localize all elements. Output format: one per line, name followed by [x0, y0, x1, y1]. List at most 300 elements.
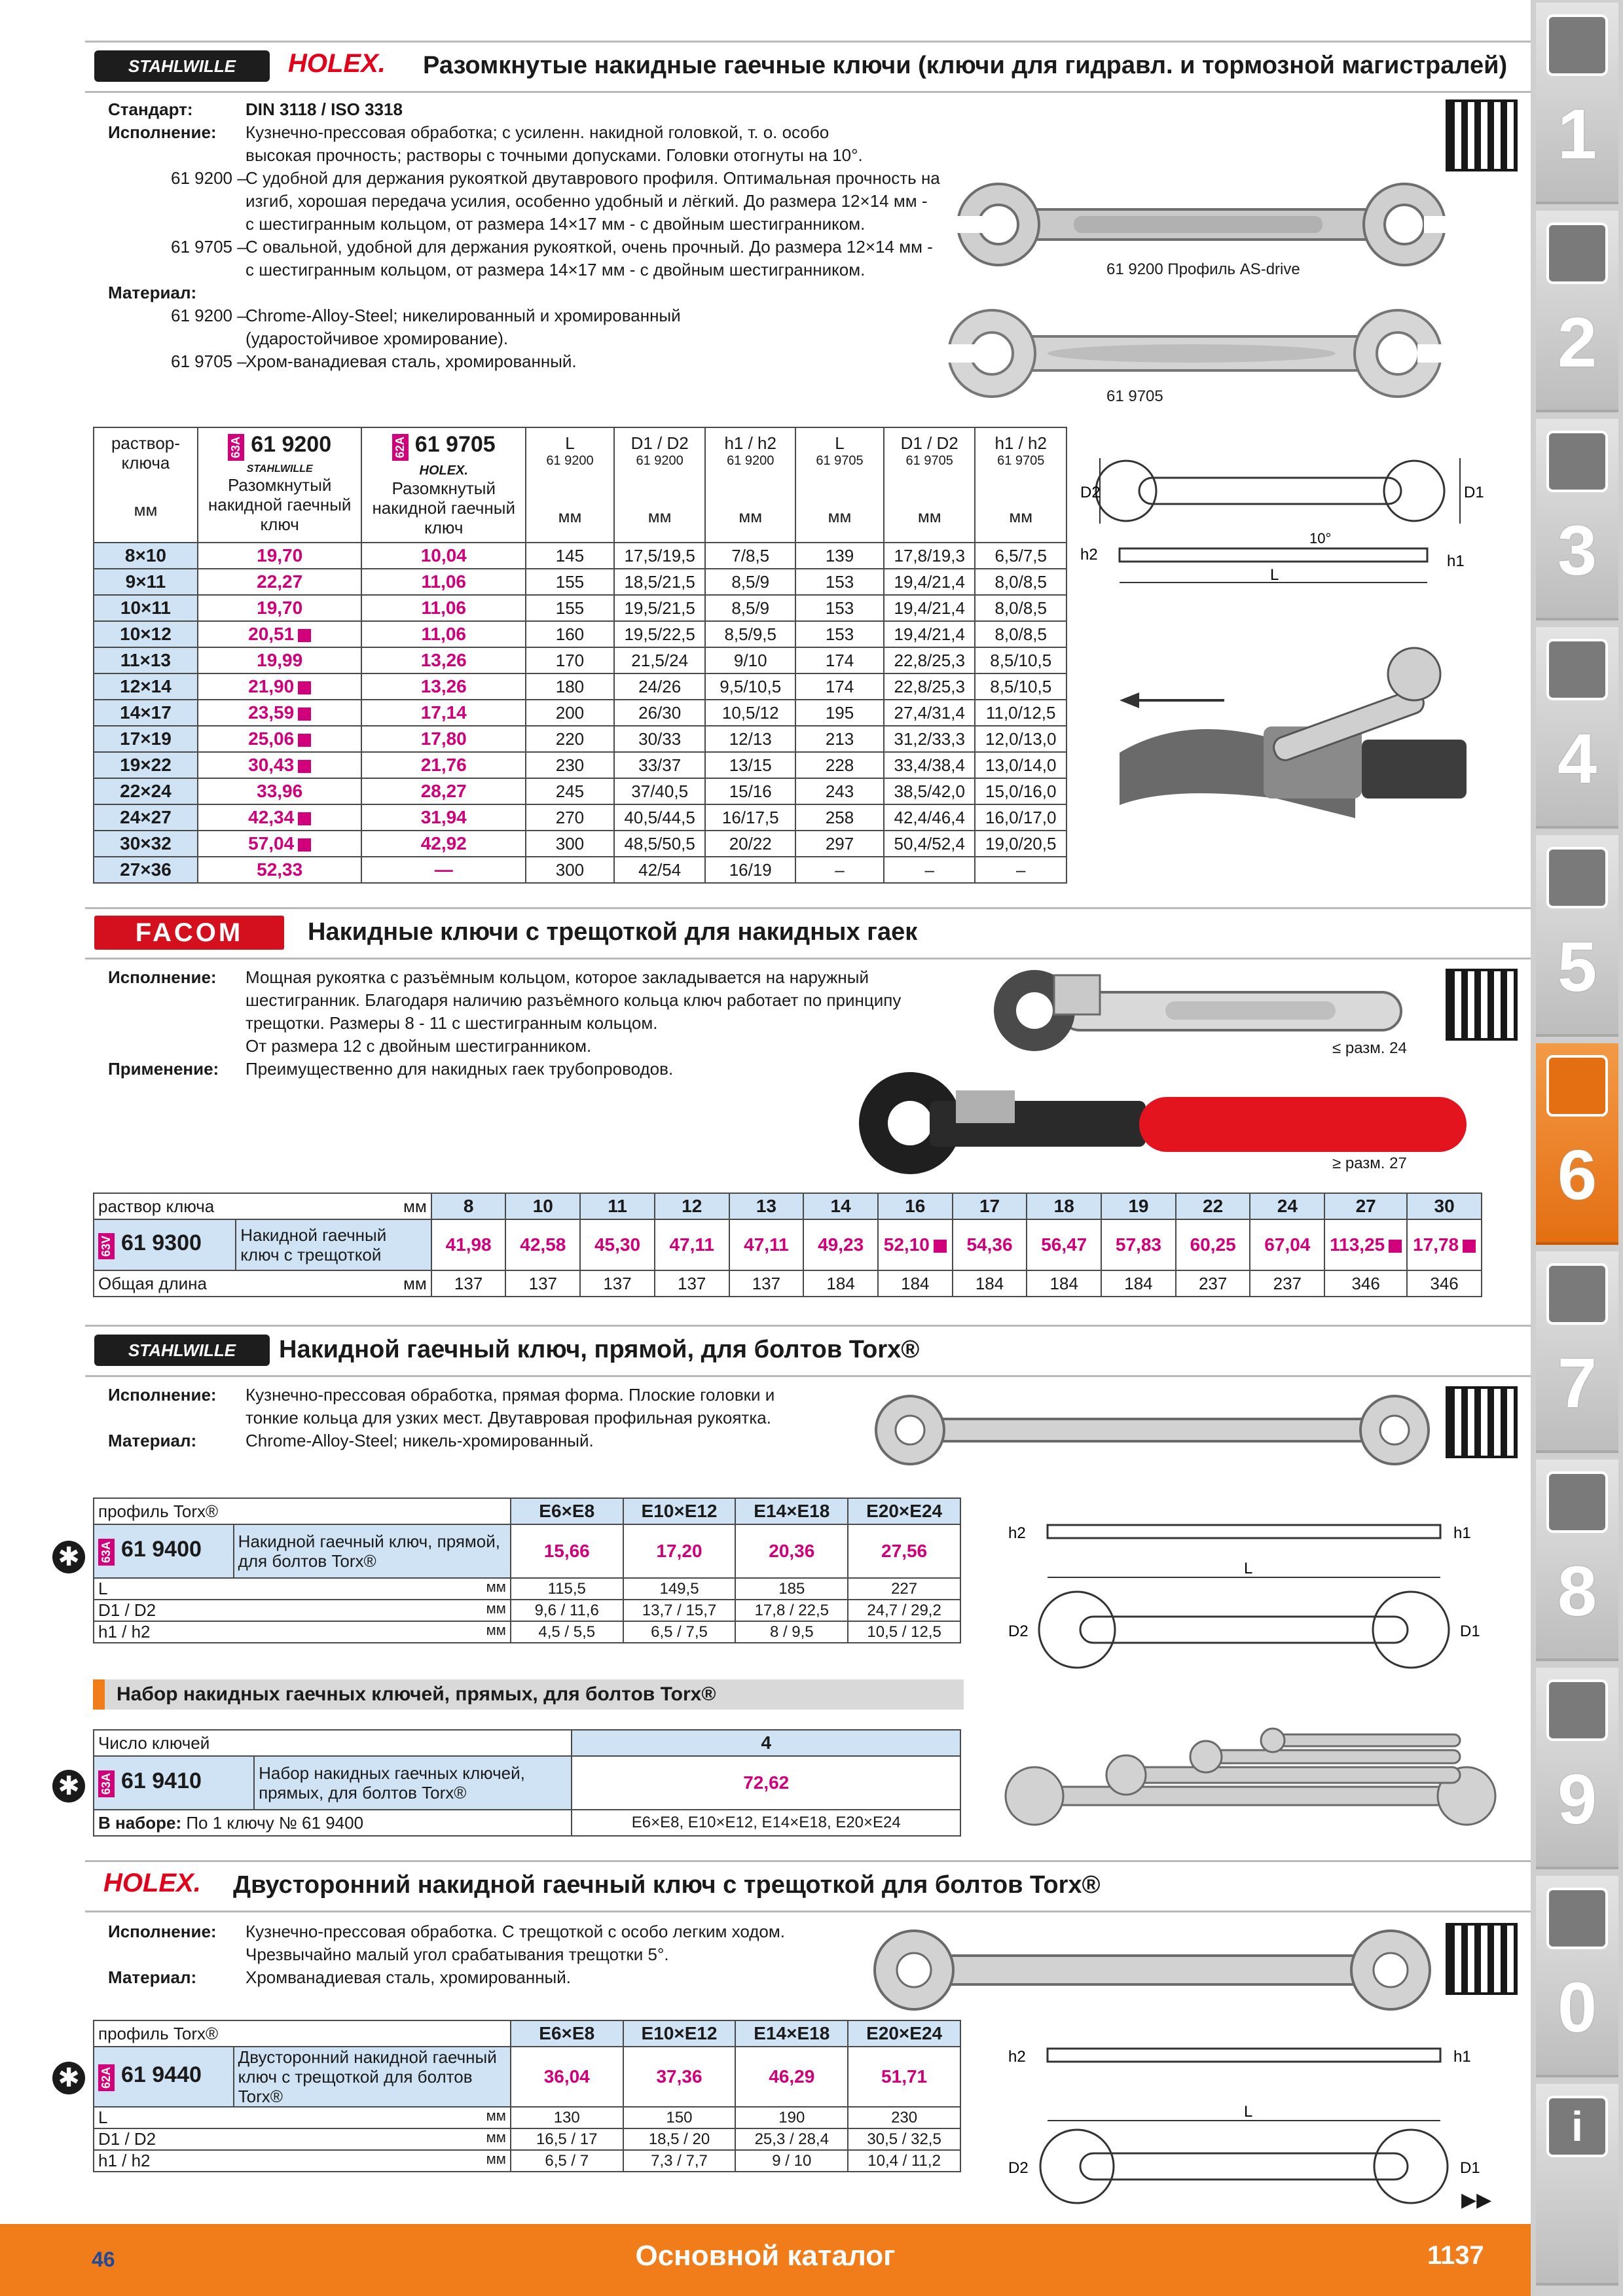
length-cell: 137: [580, 1270, 655, 1297]
table-row: [94, 2128, 960, 2150]
spec-text: Чрезвычайно малый угол срабатывания трещотки 5°.: [246, 1945, 669, 1964]
section-title: Двусторонний накидной гаечный ключ с трещоткой для болтов Torx®: [233, 1871, 1101, 1899]
d2-label: D2: [1080, 484, 1101, 501]
stahlwille-logo: STAHLWILLE: [94, 50, 270, 82]
dimension-cell: 31,2/33,3: [884, 726, 976, 752]
saw-blade-icon: [1546, 847, 1608, 908]
dimension-cell: 153: [795, 569, 884, 595]
chapter-tab-1[interactable]: [1536, 3, 1618, 204]
price-cell-619705: 10,04: [361, 543, 526, 569]
torx-size-cell: E6×E8: [511, 1498, 623, 1524]
torx-size-cell: E10×E12: [623, 1498, 736, 1524]
dimension-cell: –: [795, 857, 884, 883]
price-value: 54,36: [966, 1234, 1013, 1255]
flare-nut-price-table: [93, 427, 1067, 884]
ratchet-flare-price-table: [93, 1193, 1482, 1297]
spec-label: Материал:: [108, 1431, 197, 1450]
article-number: 61 9705: [414, 432, 496, 457]
price-cell-619705: 11,06: [361, 569, 526, 595]
chapter-tab-3[interactable]: [1536, 419, 1618, 620]
price-cell: [803, 1219, 878, 1270]
dimension-cell: 220: [526, 726, 614, 752]
table-row: [94, 2020, 960, 2047]
article-number: 61 9200: [251, 432, 332, 457]
price-value: 42,34: [248, 807, 295, 827]
size-label: раствор ключа: [98, 1196, 215, 1216]
price-cell: [655, 1219, 729, 1270]
size-cell: 10×11: [94, 595, 198, 621]
chapter-tab-2[interactable]: [1536, 211, 1618, 412]
set-subheader: Набор накидных гаечных ключей, прямых, для болтов Torx®: [93, 1679, 964, 1710]
dimension-column-header: [884, 427, 976, 543]
price-cell: [1101, 1219, 1176, 1270]
article-cell: [94, 1524, 234, 1578]
dimension-cell: 30/33: [614, 726, 706, 752]
spec-text: трещотки. Размеры 8 - 11 с шестигранным кольцом.: [246, 1013, 658, 1033]
section-title: Накидной гаечный ключ, прямой, для болтов Torx®: [279, 1336, 920, 1363]
dimension-header: D1 / D2: [630, 433, 689, 453]
price-cell: [505, 1219, 580, 1270]
section-header-flare-nut: [85, 41, 1531, 93]
torx-size-cell: E10×E12: [623, 2020, 736, 2047]
price-value: 52,10: [883, 1234, 930, 1255]
dimension-cell: 37/40,5: [614, 778, 706, 804]
price-group-tag: 63A: [98, 1770, 115, 1797]
size-cell: 11: [580, 1193, 655, 1219]
price-value: 41,98: [445, 1234, 492, 1255]
spec-line: [108, 327, 959, 350]
dimension-cell: 153: [795, 621, 884, 647]
dimension-diagram-torx: [1008, 1499, 1506, 1689]
price-value: 33,96: [257, 781, 303, 801]
spec-line: [108, 966, 959, 989]
price-cell-619705: 17,14: [361, 700, 526, 726]
angle-label: 10°: [1309, 530, 1332, 547]
price-cell-619705: 17,80: [361, 726, 526, 752]
unit-label: мм: [486, 2129, 506, 2145]
image-caption: ≥ разм. 27: [1332, 1155, 1407, 1172]
dimension-article: 61 9705: [997, 454, 1045, 468]
price-cell-619200: [198, 595, 362, 621]
spec-text: Хромванадиевая сталь, хромированный.: [246, 1967, 571, 1987]
table-row: [94, 569, 1067, 595]
dimension-cell: 7,3 / 7,7: [623, 2150, 736, 2172]
qr-code: [1446, 1386, 1518, 1458]
dimension-cell: 8,0/8,5: [975, 595, 1067, 621]
dimension-cell: 174: [795, 647, 884, 673]
size-cell: 22×24: [94, 778, 198, 804]
spec-line: [108, 98, 959, 121]
size-cell: 8: [431, 1193, 506, 1219]
footer-catalog-title: Основной каталог: [635, 2240, 896, 2272]
dimension-label: L: [98, 2108, 108, 2127]
availability-square-icon: [934, 1240, 947, 1253]
price-cell-619200: [198, 621, 362, 647]
dimension-article: 61 9200: [727, 454, 775, 468]
h2-label: h2: [1080, 546, 1098, 564]
unit-label: мм: [486, 1600, 506, 1617]
price-group-tag: 63V: [98, 1233, 115, 1259]
price-cell-619200: [198, 857, 362, 883]
safety-goggles-icon: [1546, 1888, 1608, 1949]
dimension-cell: 9,5/10,5: [705, 673, 795, 700]
article-number: 61 9410: [121, 1768, 202, 1794]
size-cell: 24: [1250, 1193, 1324, 1219]
price-cell: [1250, 1219, 1324, 1270]
table-row: [94, 2150, 960, 2172]
dimension-cell: 21,5/24: [614, 647, 706, 673]
price-cell: 72,62: [572, 1756, 960, 1810]
price-cell: [729, 1219, 804, 1270]
spec-line: [108, 1920, 828, 1943]
spec-line: [108, 167, 959, 190]
dimension-cell: 227: [848, 1578, 960, 1600]
chapter-tab-number: 7: [1557, 1343, 1597, 1422]
price-group-tag: 62A: [392, 434, 409, 461]
article-cell: [94, 2047, 234, 2107]
chapter-tab-0[interactable]: [1536, 1876, 1618, 2077]
price-value: 19,70: [257, 545, 303, 565]
spec-block-3: [108, 1384, 828, 1462]
chapter-tab-number: 2: [1557, 302, 1597, 382]
spec-line: [108, 1407, 828, 1429]
chapter-tab-7[interactable]: [1536, 1251, 1618, 1453]
dimension-label: D1 / D2: [98, 2129, 156, 2149]
dimension-cell: 17,5/19,5: [614, 543, 706, 569]
spec-line: [108, 213, 959, 236]
qr-code: [1446, 99, 1518, 171]
torx-size-cell: E14×E18: [735, 1498, 848, 1524]
unit-label: мм: [828, 507, 852, 526]
d2-label: D2: [1008, 2159, 1029, 2177]
torx-wrench-price-table: [93, 1498, 961, 1643]
price-value: 22,27: [257, 571, 303, 592]
spec-line: [108, 281, 959, 304]
dimension-cell: 19,0/20,5: [975, 831, 1067, 857]
dimension-cell: 13/15: [705, 752, 795, 778]
price-group-tag: 62A: [98, 2064, 115, 2091]
size-cell: 14×17: [94, 700, 198, 726]
spec-line: [108, 350, 959, 373]
h2-label: h2: [1008, 2048, 1026, 2066]
dimension-cell: 15,0/16,0: [975, 778, 1067, 804]
chapter-tab-4[interactable]: [1536, 627, 1618, 829]
length-cell: 184: [878, 1270, 953, 1297]
price-value: 113,25: [1330, 1234, 1385, 1255]
price-cell-619705: 42,92: [361, 831, 526, 857]
price-value: 23,59: [248, 702, 295, 723]
dimension-cell: 145: [526, 543, 614, 569]
dimension-cell: 8,5/10,5: [975, 647, 1067, 673]
dimension-label: L: [98, 1579, 108, 1598]
dimension-article: 61 9705: [816, 454, 864, 468]
unit-label: мм: [403, 1196, 427, 1216]
article-description: Разомкнутый накидной гаечный ключ: [208, 475, 352, 534]
price-value: 49,23: [818, 1234, 864, 1255]
size-cell: 13: [729, 1193, 804, 1219]
next-page-arrow-icon[interactable]: ▶▶: [1461, 2189, 1492, 2211]
price-value: 19,70: [257, 598, 303, 618]
size-cell: 22: [1176, 1193, 1250, 1219]
table-row: [94, 2107, 960, 2128]
qr-code: [1446, 969, 1518, 1041]
price-cell-619705: 21,76: [361, 752, 526, 778]
image-caption: 61 9200 Профиль AS-drive: [1106, 260, 1300, 278]
dimension-cell: 9,6 / 11,6: [511, 1600, 623, 1621]
spec-line: [108, 989, 959, 1012]
dimension-cell: 6,5 / 7,5: [623, 1621, 736, 1643]
spec-label: 61 9705 –: [171, 237, 247, 257]
chapter-tab-5[interactable]: [1536, 835, 1618, 1037]
spec-label: Материал:: [108, 1967, 197, 1987]
dimension-cell: 8,5/10,5: [975, 673, 1067, 700]
h2-label: h2: [1008, 1524, 1026, 1542]
dimension-cell: 115,5: [511, 1578, 623, 1600]
price-cell: 27,56: [848, 1524, 960, 1578]
insert-icon: [1546, 223, 1608, 284]
chapter-tab-info[interactable]: [1536, 2084, 1618, 2286]
price-value: 60,25: [1190, 1234, 1236, 1255]
price-cell: [431, 1219, 506, 1270]
availability-square-icon: [298, 629, 311, 642]
dimension-cell: 228: [795, 752, 884, 778]
table-row: [94, 595, 1067, 621]
chapter-tab-number: 5: [1557, 927, 1597, 1006]
dimension-cell: 16,0/17,0: [975, 804, 1067, 831]
length-cell: 137: [431, 1270, 506, 1297]
price-value: 25,06: [248, 728, 295, 749]
article-619200-header: [198, 427, 362, 543]
stahlwille-logo-small: STAHLWILLE: [246, 463, 313, 475]
d1-label: D1: [1460, 1623, 1480, 1640]
unit-label: мм: [486, 2108, 506, 2124]
unit-label: мм: [486, 1579, 506, 1595]
chapter-tab-number: 0: [1557, 1967, 1597, 2047]
count-cell: 4: [572, 1730, 960, 1756]
contents-sizes-cell: E6×E8, E10×E12, E14×E18, E20×E24: [572, 1810, 960, 1836]
table-row: [94, 1524, 960, 1578]
dimension-cell: 6,5 / 7: [511, 2150, 623, 2172]
dimension-article: 61 9705: [905, 454, 953, 468]
price-cell: 20,36: [735, 1524, 848, 1578]
price-group-tag: 63A: [98, 1539, 115, 1566]
cabinet-icon: [1546, 1679, 1608, 1741]
spec-text: От размера 12 с двойным шестигранником.: [246, 1036, 592, 1056]
price-cell-619200: [198, 647, 362, 673]
size-cell: 16: [878, 1193, 953, 1219]
dimension-column-header: [975, 427, 1067, 543]
stahlwille-logo: STAHLWILLE: [94, 1335, 270, 1366]
clamp-icon: [1546, 431, 1608, 492]
size-cell: 30×32: [94, 831, 198, 857]
table-row: [94, 1270, 1482, 1297]
table-row: [94, 647, 1067, 673]
table-row: [94, 1730, 960, 1756]
price-value: 57,83: [1115, 1234, 1161, 1255]
dimension-cell: 297: [795, 831, 884, 857]
chapter-tab-9[interactable]: [1536, 1668, 1618, 1869]
l-label: L: [1244, 1560, 1253, 1577]
price-value: 67,04: [1264, 1234, 1311, 1255]
table-row: [94, 726, 1067, 752]
size-cell: 17: [953, 1193, 1027, 1219]
price-value: 52,33: [257, 859, 303, 880]
price-cell-619705: 13,26: [361, 673, 526, 700]
dimension-cell: 200: [526, 700, 614, 726]
article-number: 61 9300: [121, 1230, 202, 1256]
dimension-cell: 170: [526, 647, 614, 673]
torx-star-icon: ✱: [52, 2062, 85, 2094]
chapter-tab-6[interactable]: [1536, 1043, 1618, 1245]
unit-label: мм: [917, 507, 941, 526]
spec-text: Chrome-Alloy-Steel; никелированный и хромированный: [246, 306, 681, 325]
spec-text: Кузнечно-прессовая обработка. С трещоткой с особо легким ходом.: [246, 1922, 785, 1941]
price-value: 21,90: [248, 676, 295, 696]
dimension-cell: 17,8/19,3: [884, 543, 976, 569]
holex-logo-small: HOLEX.: [419, 463, 468, 478]
chapter-tab-8[interactable]: [1536, 1460, 1618, 1661]
availability-square-icon: [1389, 1240, 1402, 1253]
spec-text: Преимущественно для накидных гаек трубопроводов.: [246, 1059, 674, 1079]
torx-ratchet-price-table: [93, 2020, 961, 2172]
dimension-cell: 19,4/21,4: [884, 569, 976, 595]
qr-code: [1446, 1923, 1518, 1995]
dimension-cell: 4,5 / 5,5: [511, 1621, 623, 1643]
table-row: [94, 804, 1067, 831]
dimension-cell: 15/16: [705, 778, 795, 804]
length-cell: 184: [1027, 1270, 1101, 1297]
torx-star-icon: ✱: [52, 1770, 85, 1803]
size-cell: 18: [1027, 1193, 1101, 1219]
torx-size-cell: E6×E8: [511, 2020, 623, 2047]
availability-square-icon: [1463, 1240, 1476, 1253]
spec-text: с шестигранным кольцом, от размера 14×17 мм - с двойным шестигранником.: [246, 260, 866, 279]
dimension-column-header: [795, 427, 884, 543]
price-value: 17,78: [1413, 1234, 1459, 1255]
dimension-cell: 24/26: [614, 673, 706, 700]
spec-label: Исполнение:: [108, 967, 217, 987]
dimension-cell: 20/22: [705, 831, 795, 857]
length-cell: 346: [1407, 1270, 1482, 1297]
dimension-cell: 174: [795, 673, 884, 700]
price-cell: 36,04: [511, 2047, 623, 2107]
dimension-cell: 8,5/9: [705, 569, 795, 595]
chapter-tab-number: 6: [1557, 1135, 1597, 1214]
spec-line: [108, 236, 959, 259]
article-number: 61 9400: [121, 1537, 202, 1562]
dimension-cell: 9/10: [705, 647, 795, 673]
holex-logo: HOLEX.: [288, 49, 386, 78]
section-title: Разомкнутые накидные гаечные ключи (ключи для гидравл. и тормозной магистралей): [423, 52, 1508, 79]
price-cell: 15,66: [511, 1524, 623, 1578]
torx-size-cell: E20×E24: [848, 2020, 960, 2047]
h1-label: h1: [1447, 552, 1465, 570]
dimension-cell: 22,8/25,3: [884, 673, 976, 700]
article-description: Разомкнутый накидной гаечный ключ: [372, 478, 515, 537]
chapter-tab-strip: [1531, 0, 1623, 2296]
table-row: [94, 1498, 960, 1524]
spec-label: Материал:: [108, 283, 197, 302]
dimension-cell: 155: [526, 569, 614, 595]
article-description: Набор накидных гаечных ключей, прямых, для болтов Torx®: [254, 1756, 572, 1810]
length-cell: 237: [1250, 1270, 1324, 1297]
price-value: 56,47: [1041, 1234, 1087, 1255]
spec-line: [108, 1384, 828, 1407]
spec-text: Мощная рукоятка с разъёмным кольцом, которое закладывается на наружный: [246, 967, 869, 987]
unit-label: мм: [486, 1622, 506, 1638]
h1-label: h1: [1453, 1524, 1471, 1542]
chapter-tab-number: 4: [1557, 719, 1597, 798]
dimension-cell: 150: [623, 2107, 736, 2128]
dimension-cell: 10,5 / 12,5: [848, 1621, 960, 1643]
price-value: 42,58: [520, 1234, 566, 1255]
dimension-row-header: [94, 1621, 511, 1643]
table-row: [94, 1600, 960, 1621]
spec-line: [108, 304, 959, 327]
article-cell: [94, 1756, 254, 1810]
l-label: L: [1270, 566, 1279, 584]
unit-label: мм: [403, 1273, 427, 1293]
dimension-cell: 19,5/21,5: [614, 595, 706, 621]
availability-square-icon: [298, 838, 311, 852]
caliper-icon: [1546, 639, 1608, 700]
spec-block-1: [108, 98, 959, 386]
dimension-row-header: [94, 2128, 511, 2150]
dimension-cell: 300: [526, 857, 614, 883]
dimension-cell: 243: [795, 778, 884, 804]
dimension-cell: 9 / 10: [735, 2150, 848, 2172]
price-value: 47,11: [744, 1234, 789, 1255]
unit-label: мм: [739, 507, 763, 526]
size-cell: 24×27: [94, 804, 198, 831]
spec-text: С удобной для держания рукояткой двутаврового профиля. Оптимальная прочность на: [246, 168, 940, 188]
price-cell: 46,29: [735, 2047, 848, 2107]
profile-row-header: профиль Torx®: [94, 2020, 511, 2047]
price-value: 20,51: [248, 624, 295, 644]
table-row: [94, 778, 1067, 804]
table-row: [94, 831, 1067, 857]
dimension-row-header: [94, 1578, 511, 1600]
price-cell-619200: [198, 778, 362, 804]
dimension-cell: 10,5/12: [705, 700, 795, 726]
spec-block-2: [108, 966, 959, 1097]
size-header-label: раствор-ключа: [111, 433, 180, 473]
availability-square-icon: [298, 760, 311, 773]
spec-line: [108, 1035, 959, 1058]
spec-text: DIN 3118 / ISO 3318: [246, 99, 403, 119]
length-label: Общая длина: [98, 1273, 207, 1293]
torx-ratchet-wrench-image: [871, 1924, 1434, 2016]
unit-label: мм: [134, 500, 158, 520]
spec-text: С овальной, удобной для держания рукояткой, очень прочный. До размера 12×14 мм -: [246, 237, 933, 257]
length-cell: 137: [505, 1270, 580, 1297]
spec-label: Исполнение:: [108, 1385, 217, 1405]
page-footer: [0, 2224, 1531, 2296]
dimension-cell: 22,8/25,3: [884, 647, 976, 673]
length-cell: 237: [1176, 1270, 1250, 1297]
spec-text: Кузнечно-прессовая обработка; с усиленн. накидной головкой, т. о. особо: [246, 122, 830, 142]
article-description: Накидной гаечный ключ с трещоткой: [236, 1219, 431, 1270]
dimension-cell: 13,0/14,0: [975, 752, 1067, 778]
dimension-header: L: [835, 433, 845, 453]
dimension-cell: 25,3 / 28,4: [735, 2128, 848, 2150]
article-number: 61 9440: [121, 2062, 202, 2088]
dimension-cell: 7/8,5: [705, 543, 795, 569]
contents-text: По 1 ключу № 61 9400: [186, 1812, 364, 1833]
table-row: [94, 673, 1067, 700]
dimension-cell: 300: [526, 831, 614, 857]
wrench-image-619705: [936, 301, 1460, 406]
